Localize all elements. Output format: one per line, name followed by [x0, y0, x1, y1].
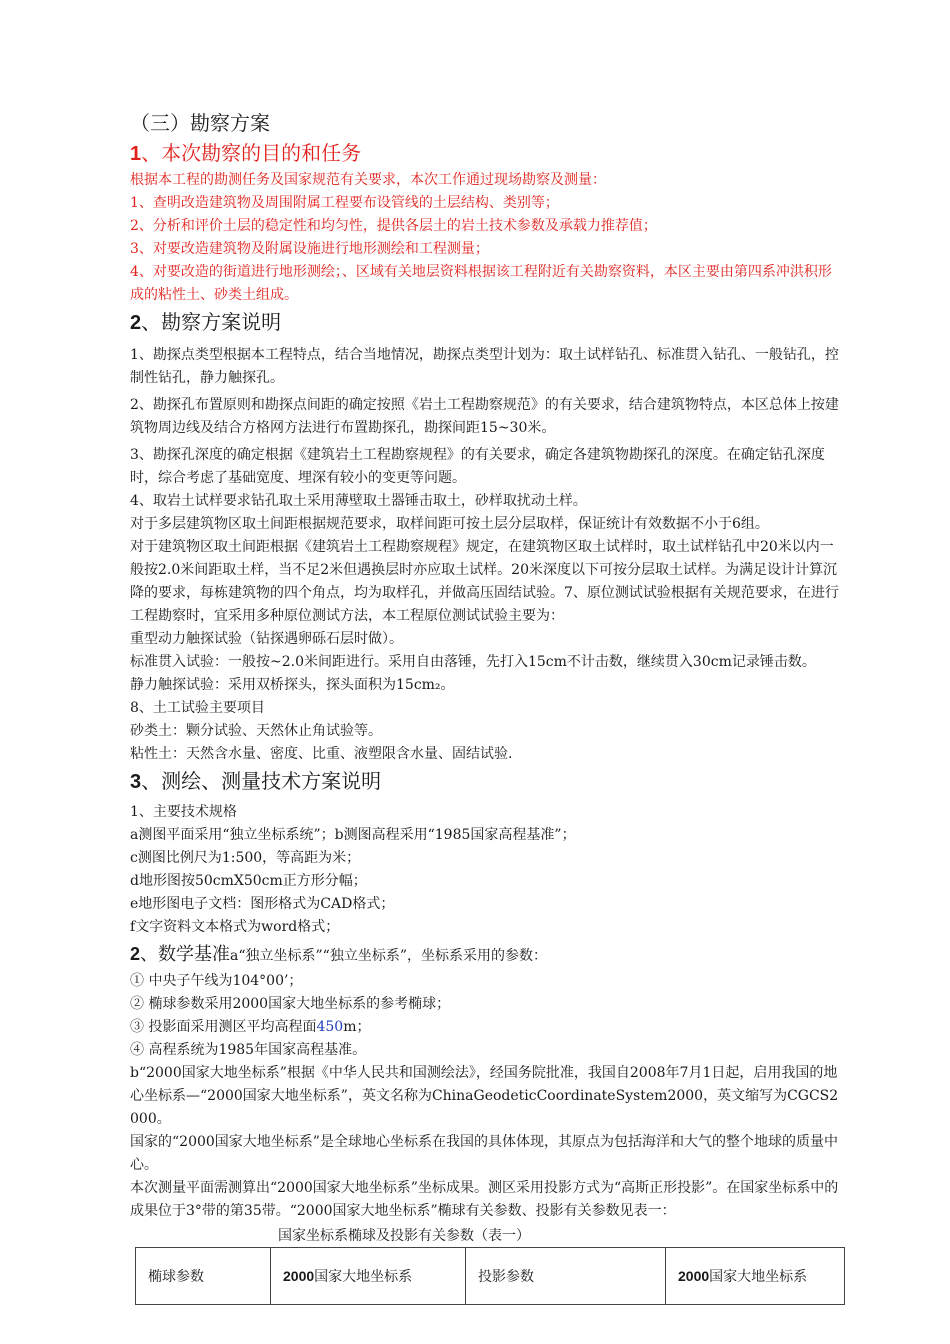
- heading-number: 2: [130, 312, 142, 334]
- paragraph: 本次测量平面需测算出“2000国家大地坐标系”坐标成果。测区采用投影方式为“高斯正形投影”。在国家坐标系中的成果位于3°带的第35带。“2000国家大地坐标系”椭球有关参数、投影有关参数见表一：: [130, 1180, 839, 1219]
- param-item: ④ 高程系统为1985年国家高程基准。: [130, 1042, 367, 1058]
- param-prefix: ③ 投影面采用测区平均高程面: [130, 1019, 317, 1035]
- paragraph: 静力触探试验：采用双桥探头，探头面积为15cm₂。: [130, 677, 455, 693]
- heading-number: 3: [130, 771, 142, 793]
- math-heading: [130, 944, 230, 965]
- cell-label: 投影参数: [478, 1269, 534, 1285]
- paragraph: 根据本工程的勘测任务及国家规范有关要求，本次工作通过现场勘察及测量：: [130, 172, 606, 188]
- paragraph: 1、勘探点类型根据本工程特点，结合当地情况，勘探点类型计划为：取土试样钻孔、标准贯入钻孔、一般钻孔，控制性钻孔，静力触探孔。: [130, 347, 839, 386]
- paragraph: 3、对要改造建筑物及附属设施进行地形测绘和工程测量；: [130, 241, 489, 257]
- paragraph: c测图比例尺为1:500，等高距为米；: [130, 850, 361, 866]
- paragraph: a测图平面采用“独立坐标系统”；b测图高程采用“1985国家高程基准”；: [130, 827, 576, 843]
- table-row: [136, 1248, 845, 1305]
- paragraph: b“2000国家大地坐标系”根据《中华人民共和国测绘法》，经国务院批准，我国自2008年7月1日起，启用我国的地心坐标系—“2000国家大地坐标系”，英文名称为ChinaGeodeticCoordinateSystem2000，英文缩写为CGCS2000。: [130, 1065, 839, 1127]
- table-caption: 国家坐标系椭球及投影有关参数（表一）: [278, 1228, 530, 1244]
- paragraph: f文字资料文本格式为word格式；: [130, 919, 340, 935]
- paragraph: 对于多层建筑物区取土间距根据规范要求，取样间距可按土层分层取样，保证统计有效数据不小于6组。: [130, 516, 769, 532]
- paragraph: 标准贯入试验：一般按~2.0米间距进行。采用自由落锤，先打入15cm不计击数，继续贯入30cm记录锤击数。: [130, 654, 816, 670]
- params-table: [135, 1247, 845, 1305]
- paragraph: 砂类土：颗分试验、天然休止角试验等。: [130, 723, 382, 739]
- param-item: ② 椭球参数采用2000国家大地坐标系的参考椭球；: [130, 996, 451, 1012]
- cell-number: 2000: [283, 1268, 315, 1284]
- heading-number: 2: [130, 944, 141, 964]
- cell-text: 国家大地坐标系: [314, 1269, 413, 1285]
- heading-survey: [130, 766, 845, 797]
- table-cell: [666, 1248, 845, 1305]
- paragraph: e地形图电子文档：图形格式为CAD格式；: [130, 896, 395, 912]
- elevation-value: 450: [316, 1019, 344, 1035]
- paragraph: 3、勘探孔深度的确定根据《建筑岩土工程勘察规程》的有关要求，确定各建筑物勘探孔的深度。在确定钻孔深度时，综合考虑了基础宽度、埋深有较小的变更等问题。: [130, 447, 825, 486]
- paragraph: 2、勘探孔布置原则和勘探点间距的确定按照《岩土工程勘察规范》的有关要求，结合建筑物特点，本区总体上按建筑物周边线及结合方格网方法进行布置勘探孔，勘探间距15~30米。: [130, 397, 839, 436]
- heading-number: 1: [130, 143, 142, 165]
- param-suffix: m；: [343, 1019, 371, 1035]
- paragraph: 2、分析和评价土层的稳定性和均匀性，提供各层土的岩土技术参数及承载力推荐值；: [130, 218, 657, 234]
- table-cell: [466, 1248, 666, 1305]
- table-cell: [136, 1248, 271, 1305]
- math-basis-line: [130, 939, 845, 970]
- heading-text: 、本次勘察的目的和任务: [141, 141, 362, 165]
- table-cell: [271, 1248, 466, 1305]
- paragraph: d地形图按50cmX50cm正方形分幅；: [130, 873, 367, 889]
- document-content: [130, 108, 845, 1305]
- section-title: （三）勘察方案: [130, 111, 270, 135]
- param-item: ① 中央子午线为104°00’；: [130, 973, 303, 989]
- paragraph: 4、对要改造的街道进行地形测绘；、区域有关地层资料根据该工程附近有关勘察资料，本区主要由第四系冲洪积形成的粘性土、砂类土组成。: [130, 264, 832, 303]
- paragraph: 4、取岩土试样要求钻孔取土采用薄壁取土器锤击取土，砂样取扰动土样。: [130, 493, 587, 509]
- cell-label: 椭球参数: [148, 1269, 204, 1285]
- paragraph: 粘性土：天然含水量、密度、比重、液塑限含水量、固结试验.: [130, 746, 513, 762]
- cell-number: 2000: [678, 1268, 710, 1284]
- math-heading-tail: a“独立坐标系”“独立坐标系”，坐标系采用的参数：: [230, 948, 547, 964]
- heading-text: 、勘察方案说明: [141, 310, 282, 334]
- cell-text: 国家大地坐标系: [709, 1269, 808, 1285]
- heading-purpose: [130, 138, 845, 169]
- paragraph: 国家的“2000国家大地坐标系”是全球地心坐标系在我国的具体体现，其原点为包括海洋和大气的整个地球的质量中心。: [130, 1134, 838, 1173]
- paragraph: 1、查明改造建筑物及周围附属工程要布设管线的土层结构、类别等；: [130, 195, 559, 211]
- heading-text: 、数学基准: [140, 944, 231, 965]
- paragraph: 对于建筑物区取土间距根据《建筑岩土工程勘察规程》规定，在建筑物区取土试样时，取土试样钻孔中20米以内一般按2.0米间距取土样，当不足2米但遇换层时亦应取土试样。20米深度以下可按分层取土试样。为满足设计计算沉降的要求，每栋建筑物的四个角点，均为取样孔，并做高压固结试验。7、原位测试试验根据有关规范要求，在进行工程勘察时，宜采用多种原位测试方法，本工程原位测试试验主要为：: [130, 539, 839, 624]
- paragraph: 1、主要技术规格: [130, 804, 237, 820]
- param-item: [130, 1016, 845, 1039]
- paragraph: 重型动力触探试验（钻探遇卵砾石层时做）。: [130, 631, 403, 647]
- paragraph: 8、土工试验主要项目: [130, 700, 265, 716]
- heading-text: 、测绘、测量技术方案说明: [141, 769, 382, 793]
- heading-plan: [130, 307, 845, 338]
